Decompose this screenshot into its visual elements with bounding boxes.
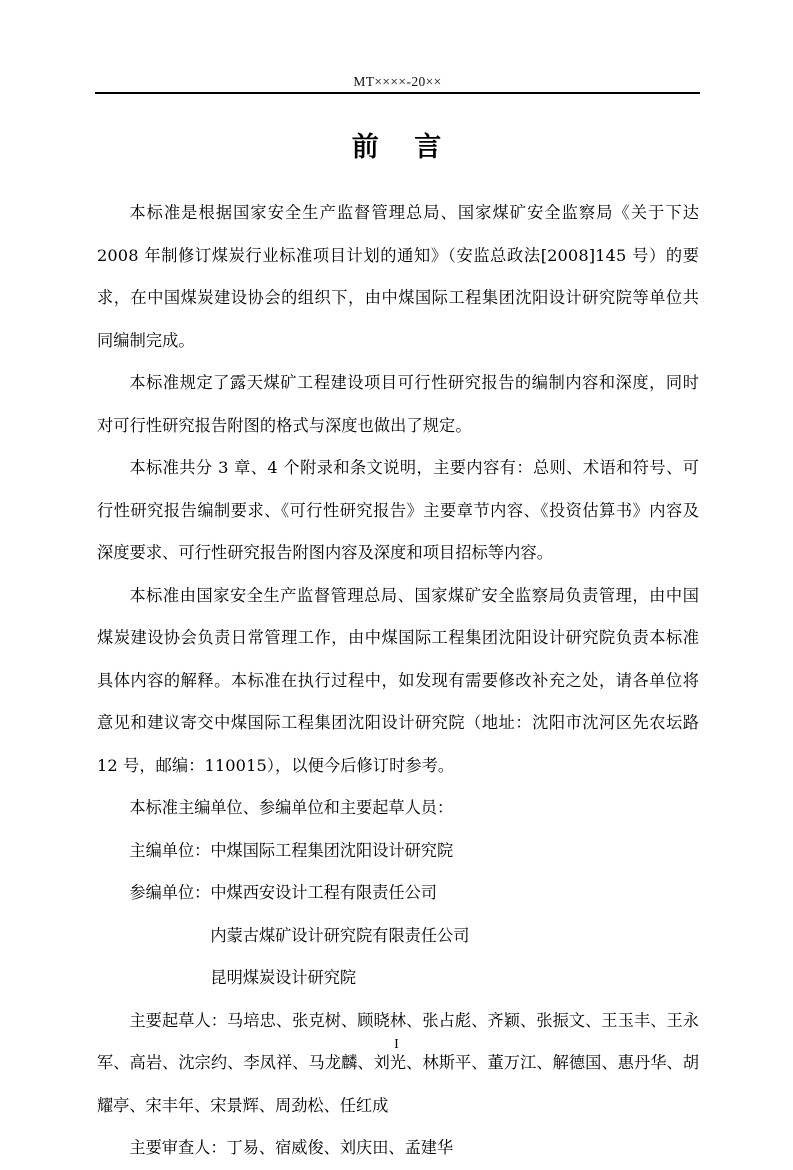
participating-editor-unit-extra-1: 内蒙古煤矿设计研究院有限责任公司 [210, 925, 470, 945]
running-header [95, 74, 700, 94]
paragraph-administration-contact: 本标准由国家安全生产监督管理总局、国家煤矿安全监察局负责管理，由中国煤炭建设协会负责日常管理工作，由中煤国际工程集团沈阳设计研究院负责本标准具体内容的解释。本标准在执行过程中，如发现有需要修改补充之处，请各单位将意见和建议寄交中煤国际工程集团沈阳设计研究院（地址：沈阳市沈河区先农坛路 12 号，邮编：110015），以便今后修订时参考。 [97, 585, 699, 775]
chief-editor-unit: 主编单位：中煤国际工程集团沈阳设计研究院 [129, 840, 454, 860]
main-drafters-list: 主要起草人：马培忠、张克树、顾晓林、张占彪、齐颖、张振文、王玉丰、王永军、高岩、沈宗约、李凤祥、马龙麟、刘光、林斯平、董万江、解德国、惠丹华、胡耀亭、宋丰年、宋景辉、周劲松、任红成 [97, 1010, 699, 1115]
paragraph-scope: 本标准规定了露天煤矿工程建设项目可行性研究报告的编制内容和深度，同时对可行性研究报告附图的格式与深度也做出了规定。 [97, 373, 699, 435]
standard-code-header: MT××××-20×× [353, 74, 442, 89]
participating-editor-unit: 参编单位：中煤西安设计工程有限责任公司 [129, 883, 437, 902]
page-title: 前 言 [351, 132, 455, 163]
paragraph-origin-basis: 本标准是根据国家安全生产监督管理总局、国家煤矿安全监察局《关于下达 2008 年制修订煤炭行业标准项目计划的通知》（安监总政法[2008]145 号）的要求，在中国煤炭建设协会的组织下，由中煤国际工程集团沈阳设计研究院等单位共同编制完成。 [97, 203, 699, 350]
document-body [97, 192, 699, 1170]
footer-page-number: I [394, 1037, 399, 1052]
paragraph-units-intro: 本标准主编单位、参编单位和主要起草人员： [129, 798, 454, 817]
main-reviewers-list: 主要审查人：丁易、宿威俊、刘庆田、孟建华 [129, 1138, 454, 1157]
header-rule-divider [95, 92, 700, 94]
participating-editor-unit-extra-2: 昆明煤炭设计研究院 [210, 968, 357, 987]
paragraph-structure: 本标准共分 3 章、4 个附录和条文说明，主要内容有：总则、术语和符号、可行性研究报告编制要求、《可行性研究报告》主要章节内容、《投资估算书》内容及深度要求、可行性研究报告附图内容及深度和项目招标等内容。 [97, 458, 699, 562]
